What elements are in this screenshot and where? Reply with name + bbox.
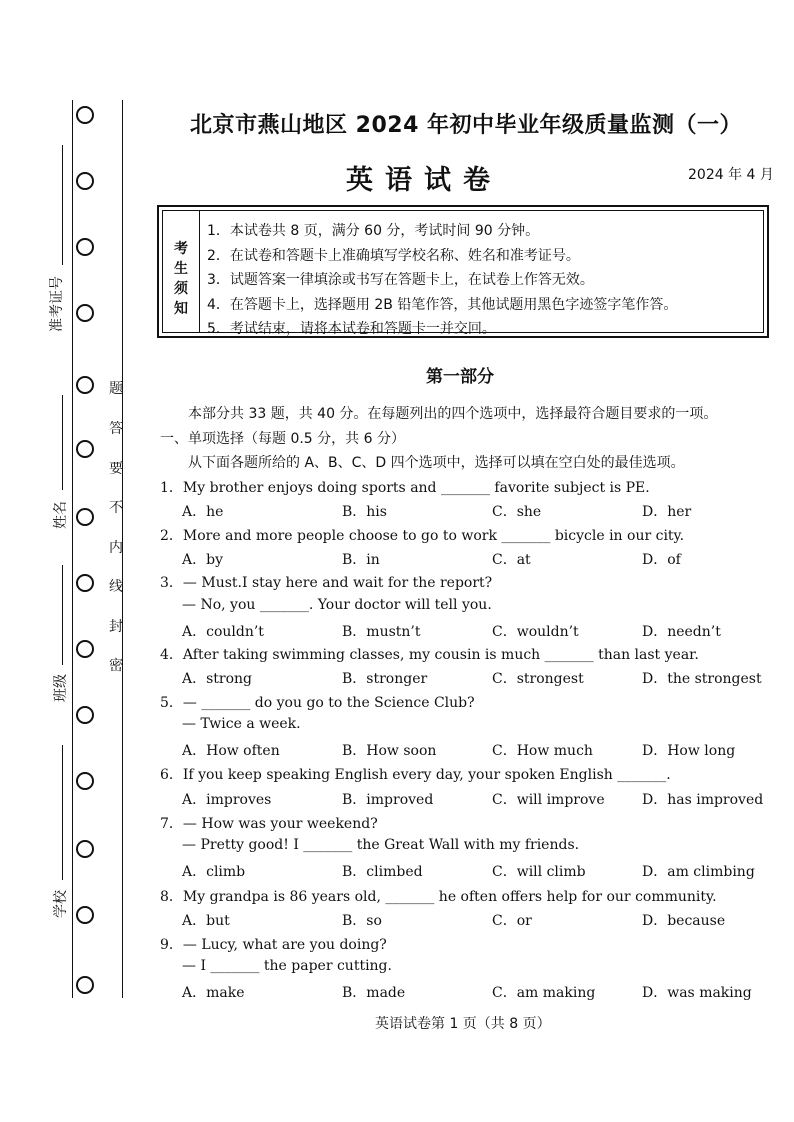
margin-line-left [72,100,73,998]
notice-heading-char: 考 [174,241,188,257]
notice-inner-frame [162,210,764,337]
seal-char: 密 [109,658,123,674]
question-stem: 2．More and more people choose to go to work _______ bicycle in our city. [160,528,685,544]
exam-number-label: 准考证号 [49,276,65,332]
question-stem-line2: — I _______ the paper cutting. [182,958,392,974]
question-stem-line2: — No, you _______. Your doctor will tell you. [182,597,492,613]
binding-hole [76,976,94,994]
binding-hole [76,376,94,394]
option-b[interactable]: B．his [342,504,387,520]
section-title: 一、单项选择（每题 0.5 分，共 6 分） [160,431,405,447]
option-a[interactable]: A．How often [182,743,280,759]
option-c[interactable]: C．or [492,913,532,929]
option-b[interactable]: B．made [342,985,406,1001]
part-title: 第一部分 [426,367,494,387]
exam-number-blank[interactable] [62,145,63,265]
seal-char: 线 [109,579,123,595]
option-b[interactable]: B．in [342,552,380,568]
binding-hole [76,840,94,858]
name-blank[interactable] [62,395,63,490]
option-a[interactable]: A．make [182,985,245,1001]
notice-item: 4．在答题卡上，选择题用 2B 铅笔作答，其他试题用黑色字迹签字笔作答。 [207,297,678,313]
option-b[interactable]: B．How soon [342,743,437,759]
option-d[interactable]: D．was making [642,985,752,1001]
option-c[interactable]: C．wouldn’t [492,624,579,640]
notice-heading-char: 须 [174,281,188,297]
option-c[interactable]: C．will improve [492,792,605,808]
question-stem: 9．— Lucy, what are you doing? [160,937,387,953]
binding-hole [76,440,94,458]
option-a[interactable]: A．couldn’t [182,624,264,640]
school-blank[interactable] [62,745,63,880]
seal-char: 题 [109,381,123,397]
option-b[interactable]: B．so [342,913,382,929]
binding-hole [76,508,94,526]
binding-hole [76,640,94,658]
option-a[interactable]: A．but [182,913,230,929]
option-a[interactable]: A．by [182,552,223,568]
question-stem: 6．If you keep speaking English every day, your spoken English _______. [160,767,671,783]
exam-date: 2024 年 4 月 [688,167,774,183]
page-footer: 英语试卷第 1 页（共 8 页） [375,1016,551,1032]
question-stem-line2: — Twice a week. [182,716,301,732]
option-c[interactable]: C．How much [492,743,593,759]
option-a[interactable]: A．strong [182,671,253,687]
binding-hole [76,172,94,190]
section-instruction: 从下面各题所给的 A、B、C、D 四个选项中，选择可以填在空白处的最佳选项。 [188,455,685,471]
notice-item: 3．试题答案一律填涂或书写在答题卡上，在试卷上作答无效。 [207,272,594,288]
question-stem: 4．After taking swimming classes, my cousin is much _______ than last year. [160,647,699,663]
class-label: 班级 [53,674,69,702]
option-b[interactable]: B．stronger [342,671,428,687]
option-d[interactable]: D．has improved [642,792,764,808]
option-c[interactable]: C．am making [492,985,596,1001]
option-d[interactable]: D．am climbing [642,864,755,880]
question-stem: 7．— How was your weekend? [160,816,378,832]
binding-hole [76,574,94,592]
seal-char: 要 [109,461,123,477]
part-intro: 本部分共 33 题，共 40 分。在每题列出的四个选项中，选择最符合题目要求的一项。 [188,406,718,422]
exam-title: 北京市燕山地区 2024 年初中毕业年级质量监测（一） [190,113,743,138]
binding-hole [76,906,94,924]
option-d[interactable]: D．How long [642,743,736,759]
seal-char: 答 [109,421,123,437]
seal-char: 内 [109,540,123,556]
option-a[interactable]: A．improves [182,792,272,808]
name-label: 姓名 [53,501,69,529]
option-a[interactable]: A．he [182,504,224,520]
question-stem: 5．— _______ do you go to the Science Club? [160,695,475,711]
notice-item: 2．在试卷和答题卡上准确填写学校名称、姓名和准考证号。 [207,248,580,264]
option-d[interactable]: D．the strongest [642,671,762,687]
notice-item: 5．考试结束，请将本试卷和答题卡一并交回。 [207,321,496,337]
option-b[interactable]: B．climbed [342,864,423,880]
option-b[interactable]: B．mustn’t [342,624,421,640]
option-d[interactable]: D．of [642,552,681,568]
binding-hole [76,304,94,322]
question-stem: 3．— Must.I stay here and wait for the report? [160,575,493,591]
option-a[interactable]: A．climb [182,864,246,880]
notice-heading [163,211,200,332]
binding-hole [76,772,94,790]
binding-hole [76,706,94,724]
option-b[interactable]: B．improved [342,792,434,808]
seal-char: 封 [109,619,123,635]
candidate-notice-box [157,205,769,338]
question-stem-line2: — Pretty good! I _______ the Great Wall with my friends. [182,837,580,853]
class-blank[interactable] [62,565,63,665]
notice-heading-char: 知 [174,301,188,317]
option-d[interactable]: D．her [642,504,692,520]
option-c[interactable]: C．will climb [492,864,586,880]
binding-hole [76,106,94,124]
option-d[interactable]: D．needn’t [642,624,721,640]
school-label: 学校 [53,890,69,918]
option-c[interactable]: C．strongest [492,671,584,687]
option-c[interactable]: C．at [492,552,531,568]
notice-item: 1．本试卷共 8 页，满分 60 分，考试时间 90 分钟。 [207,223,540,239]
option-c[interactable]: C．she [492,504,542,520]
exam-subtitle: 英语试卷 [346,165,502,196]
question-stem: 8．My grandpa is 86 years old, _______ he often offers help for our community. [160,889,717,905]
seal-char: 不 [109,500,123,516]
notice-heading-char: 生 [174,261,188,277]
option-d[interactable]: D．because [642,913,726,929]
question-stem: 1．My brother enjoys doing sports and _______ favorite subject is PE. [160,480,650,496]
binding-hole [76,238,94,256]
